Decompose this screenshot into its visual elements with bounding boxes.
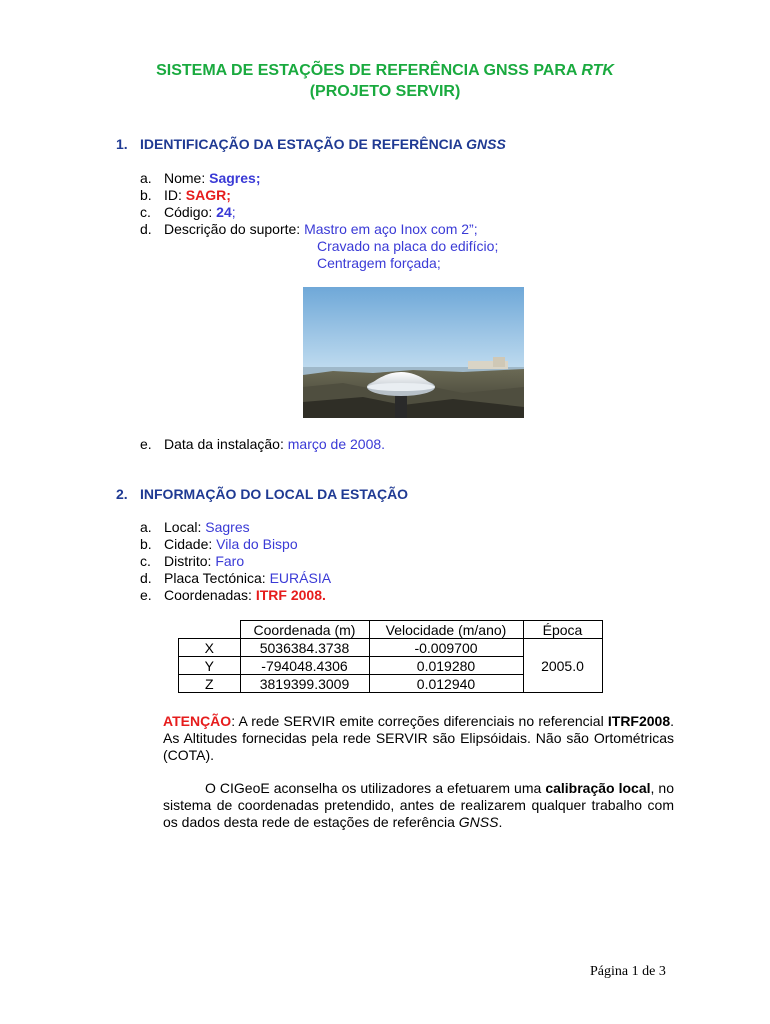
document-title xyxy=(0,60,770,102)
table-header: Coordenada (m) xyxy=(240,621,369,639)
table-cell: Y xyxy=(179,657,241,675)
station-id: SAGR; xyxy=(185,187,231,203)
section2-heading: 2. INFORMAÇÃO DO LOCAL DA ESTAÇÃO xyxy=(116,486,409,502)
section1-heading: 1. IDENTIFICAÇÃO DA ESTAÇÃO DE REFERÊNCIA GNSS xyxy=(116,136,506,152)
table-cell: 0.019280 xyxy=(369,657,523,675)
section1-list xyxy=(140,170,478,238)
table-header-row xyxy=(179,621,603,639)
table-header: Época xyxy=(523,621,602,639)
coordinates-table xyxy=(178,620,603,693)
list-item-nome: a. Nome: Sagres; xyxy=(140,170,261,186)
epoch-cell: 2005.0 xyxy=(523,639,602,693)
gnss-antenna-photo xyxy=(303,287,524,418)
support-description: Mastro em aço Inox com 2”; xyxy=(304,221,478,237)
table-cell: X xyxy=(179,639,241,657)
title-line2: (PROJETO SERVIR) xyxy=(309,83,461,100)
list-item-id: b. ID: SAGR; xyxy=(140,187,231,203)
section2-list xyxy=(140,519,331,604)
attention-paragraph: ATENÇÃO: A rede SERVIR emite correções diferenciais no referencial ITRF2008. As Altitudes fornecidas pela rede SERVIR são Elipsóidais. Não são Ortométricas (COTA). xyxy=(163,713,675,763)
list-item-suporte: d. Descrição do suporte: Mastro em aço Inox com 2”; xyxy=(140,221,478,237)
station-code: 24 xyxy=(216,204,232,220)
page-number: Página 1 de 3 xyxy=(590,964,666,979)
station-name: Sagres; xyxy=(209,170,261,186)
title-rtk: RTK xyxy=(581,62,614,79)
table-row xyxy=(179,639,603,657)
attention-label: ATENÇÃO xyxy=(163,713,232,729)
list-item-codigo: c. Código: 24 ; xyxy=(140,204,236,220)
table-cell: -0.009700 xyxy=(369,639,523,657)
support-extra: Cravado na placa do edifício; Centragem forçada; xyxy=(317,238,499,271)
title-line1: SISTEMA DE ESTAÇÕES DE REFERÊNCIA GNSS PARA xyxy=(156,62,582,79)
list-item-distrito: c. Distrito: Faro xyxy=(140,553,245,569)
table-header: Velocidade (m/ano) xyxy=(369,621,523,639)
antenna-photo-icon xyxy=(303,287,524,418)
table-cell: 3819399.3009 xyxy=(240,675,369,693)
list-item-placa: d. Placa Tectónica: EURÁSIA xyxy=(140,570,332,586)
table-cell: 5036384.3738 xyxy=(240,639,369,657)
table-cell: Z xyxy=(179,675,241,693)
install-date: março de 2008. xyxy=(287,436,386,452)
advice-paragraph: O CIGeoE aconselha os utilizadores a efetuarem uma calibração local, no sistema de coordenadas pretendido, antes de realizarem qualquer trabalho com os dados desta rede de estações de referência GNSS. xyxy=(163,780,674,830)
list-item-data-instalacao: e. Data da instalação: março de 2008. xyxy=(140,436,386,452)
table-cell: 0.012940 xyxy=(369,675,523,693)
list-item-cidade: b. Cidade: Vila do Bispo xyxy=(140,536,298,552)
list-item-coordenadas: e. Coordenadas: ITRF 2008. xyxy=(140,587,326,603)
table-cell: -794048.4306 xyxy=(240,657,369,675)
list-item-local: a. Local: Sagres xyxy=(140,519,250,535)
